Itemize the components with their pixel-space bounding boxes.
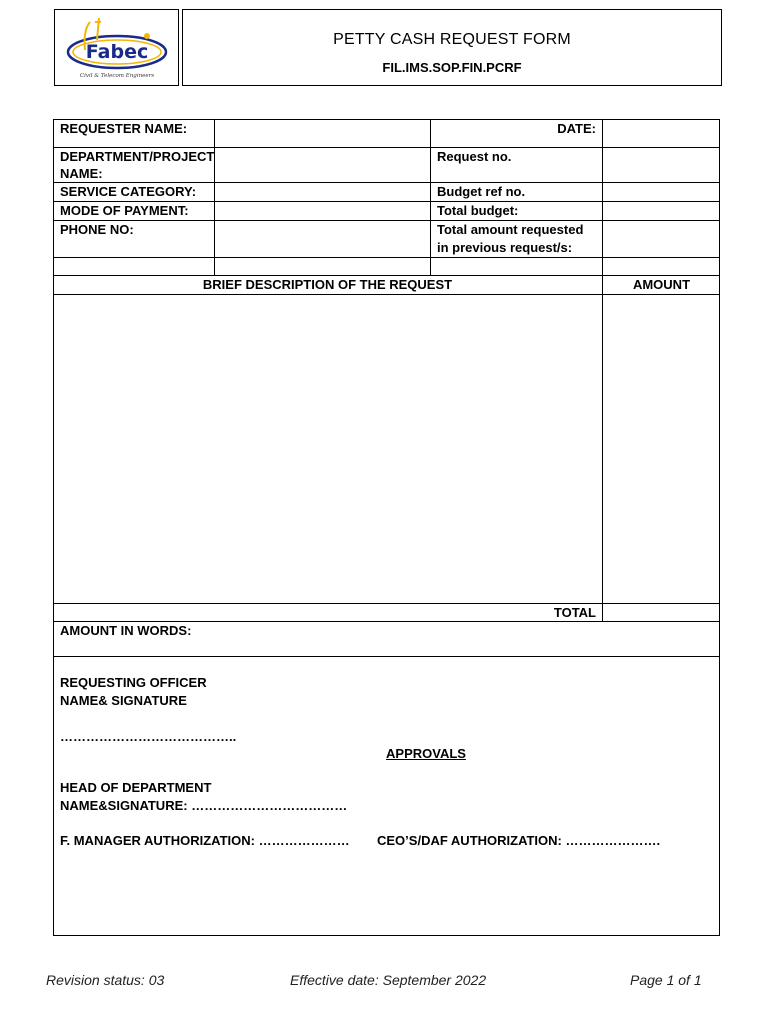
revision-status: Revision status: 03 bbox=[46, 972, 165, 988]
form-code: FIL.IMS.SOP.FIN.PCRF bbox=[382, 60, 522, 75]
date-field[interactable] bbox=[603, 120, 719, 147]
budget-ref-label: Budget ref no. bbox=[437, 184, 526, 199]
date-label: DATE: bbox=[557, 121, 596, 136]
request-no-label: Request no. bbox=[437, 149, 512, 164]
phone-no-label: PHONE NO: bbox=[60, 222, 134, 237]
effective-date: Effective date: September 2022 bbox=[290, 972, 487, 988]
logo-wordmark: Fabec bbox=[85, 41, 149, 63]
ceo-daf-authorization: CEO’S/DAF AUTHORIZATION: …………………. bbox=[377, 833, 661, 848]
requester-name-label: REQUESTER NAME: bbox=[60, 121, 188, 136]
requesting-officer-label-line1: REQUESTING OFFICER bbox=[60, 675, 207, 690]
form-title: PETTY CASH REQUEST FORM bbox=[333, 31, 571, 48]
requester-name-field[interactable] bbox=[215, 120, 430, 147]
amount-header: AMOUNT bbox=[632, 277, 691, 292]
total-budget-label: Total budget: bbox=[437, 203, 519, 218]
amount-in-words-label: AMOUNT IN WORDS: bbox=[60, 623, 192, 638]
form-title-box bbox=[182, 9, 722, 86]
request-no-field[interactable] bbox=[603, 148, 719, 182]
company-logo-box bbox=[54, 9, 179, 86]
head-of-department-label-line2: NAME&SIGNATURE: ……………………………… bbox=[60, 798, 348, 813]
total-previous-label-line1: Total amount requested bbox=[437, 222, 584, 237]
budget-ref-field[interactable] bbox=[603, 183, 719, 201]
department-field[interactable] bbox=[215, 148, 430, 182]
head-of-department-label-line1: HEAD OF DEPARTMENT bbox=[60, 780, 212, 795]
requesting-officer-label-line2: NAME& SIGNATURE bbox=[60, 693, 187, 708]
total-label: TOTAL bbox=[553, 605, 596, 620]
department-label-line1: DEPARTMENT/PROJECT bbox=[60, 149, 215, 164]
amount-area[interactable] bbox=[603, 295, 719, 603]
department-label-line2: NAME: bbox=[60, 166, 103, 181]
signature-line: ………………………………….. bbox=[60, 729, 237, 744]
total-previous-field[interactable] bbox=[603, 221, 719, 257]
page-number: Page 1 of 1 bbox=[630, 972, 702, 988]
description-area[interactable] bbox=[54, 295, 602, 603]
approvals-heading: APPROVALS bbox=[386, 746, 466, 761]
mode-of-payment-field[interactable] bbox=[215, 202, 430, 220]
mode-of-payment-label: MODE OF PAYMENT: bbox=[60, 203, 189, 218]
finance-manager-authorization: F. MANAGER AUTHORIZATION: ………………… bbox=[60, 833, 350, 848]
phone-no-field[interactable] bbox=[215, 221, 430, 257]
company-logo bbox=[55, 10, 178, 85]
total-budget-field[interactable] bbox=[603, 202, 719, 220]
service-category-label: SERVICE CATEGORY: bbox=[60, 184, 197, 199]
total-field[interactable] bbox=[603, 604, 719, 621]
description-header: BRIEF DESCRIPTION OF THE REQUEST bbox=[202, 277, 453, 292]
service-category-field[interactable] bbox=[215, 183, 430, 201]
total-previous-label-line2: in previous request/s: bbox=[437, 240, 573, 255]
logo-tagline: Civil & Telecom Engineers bbox=[79, 73, 155, 79]
